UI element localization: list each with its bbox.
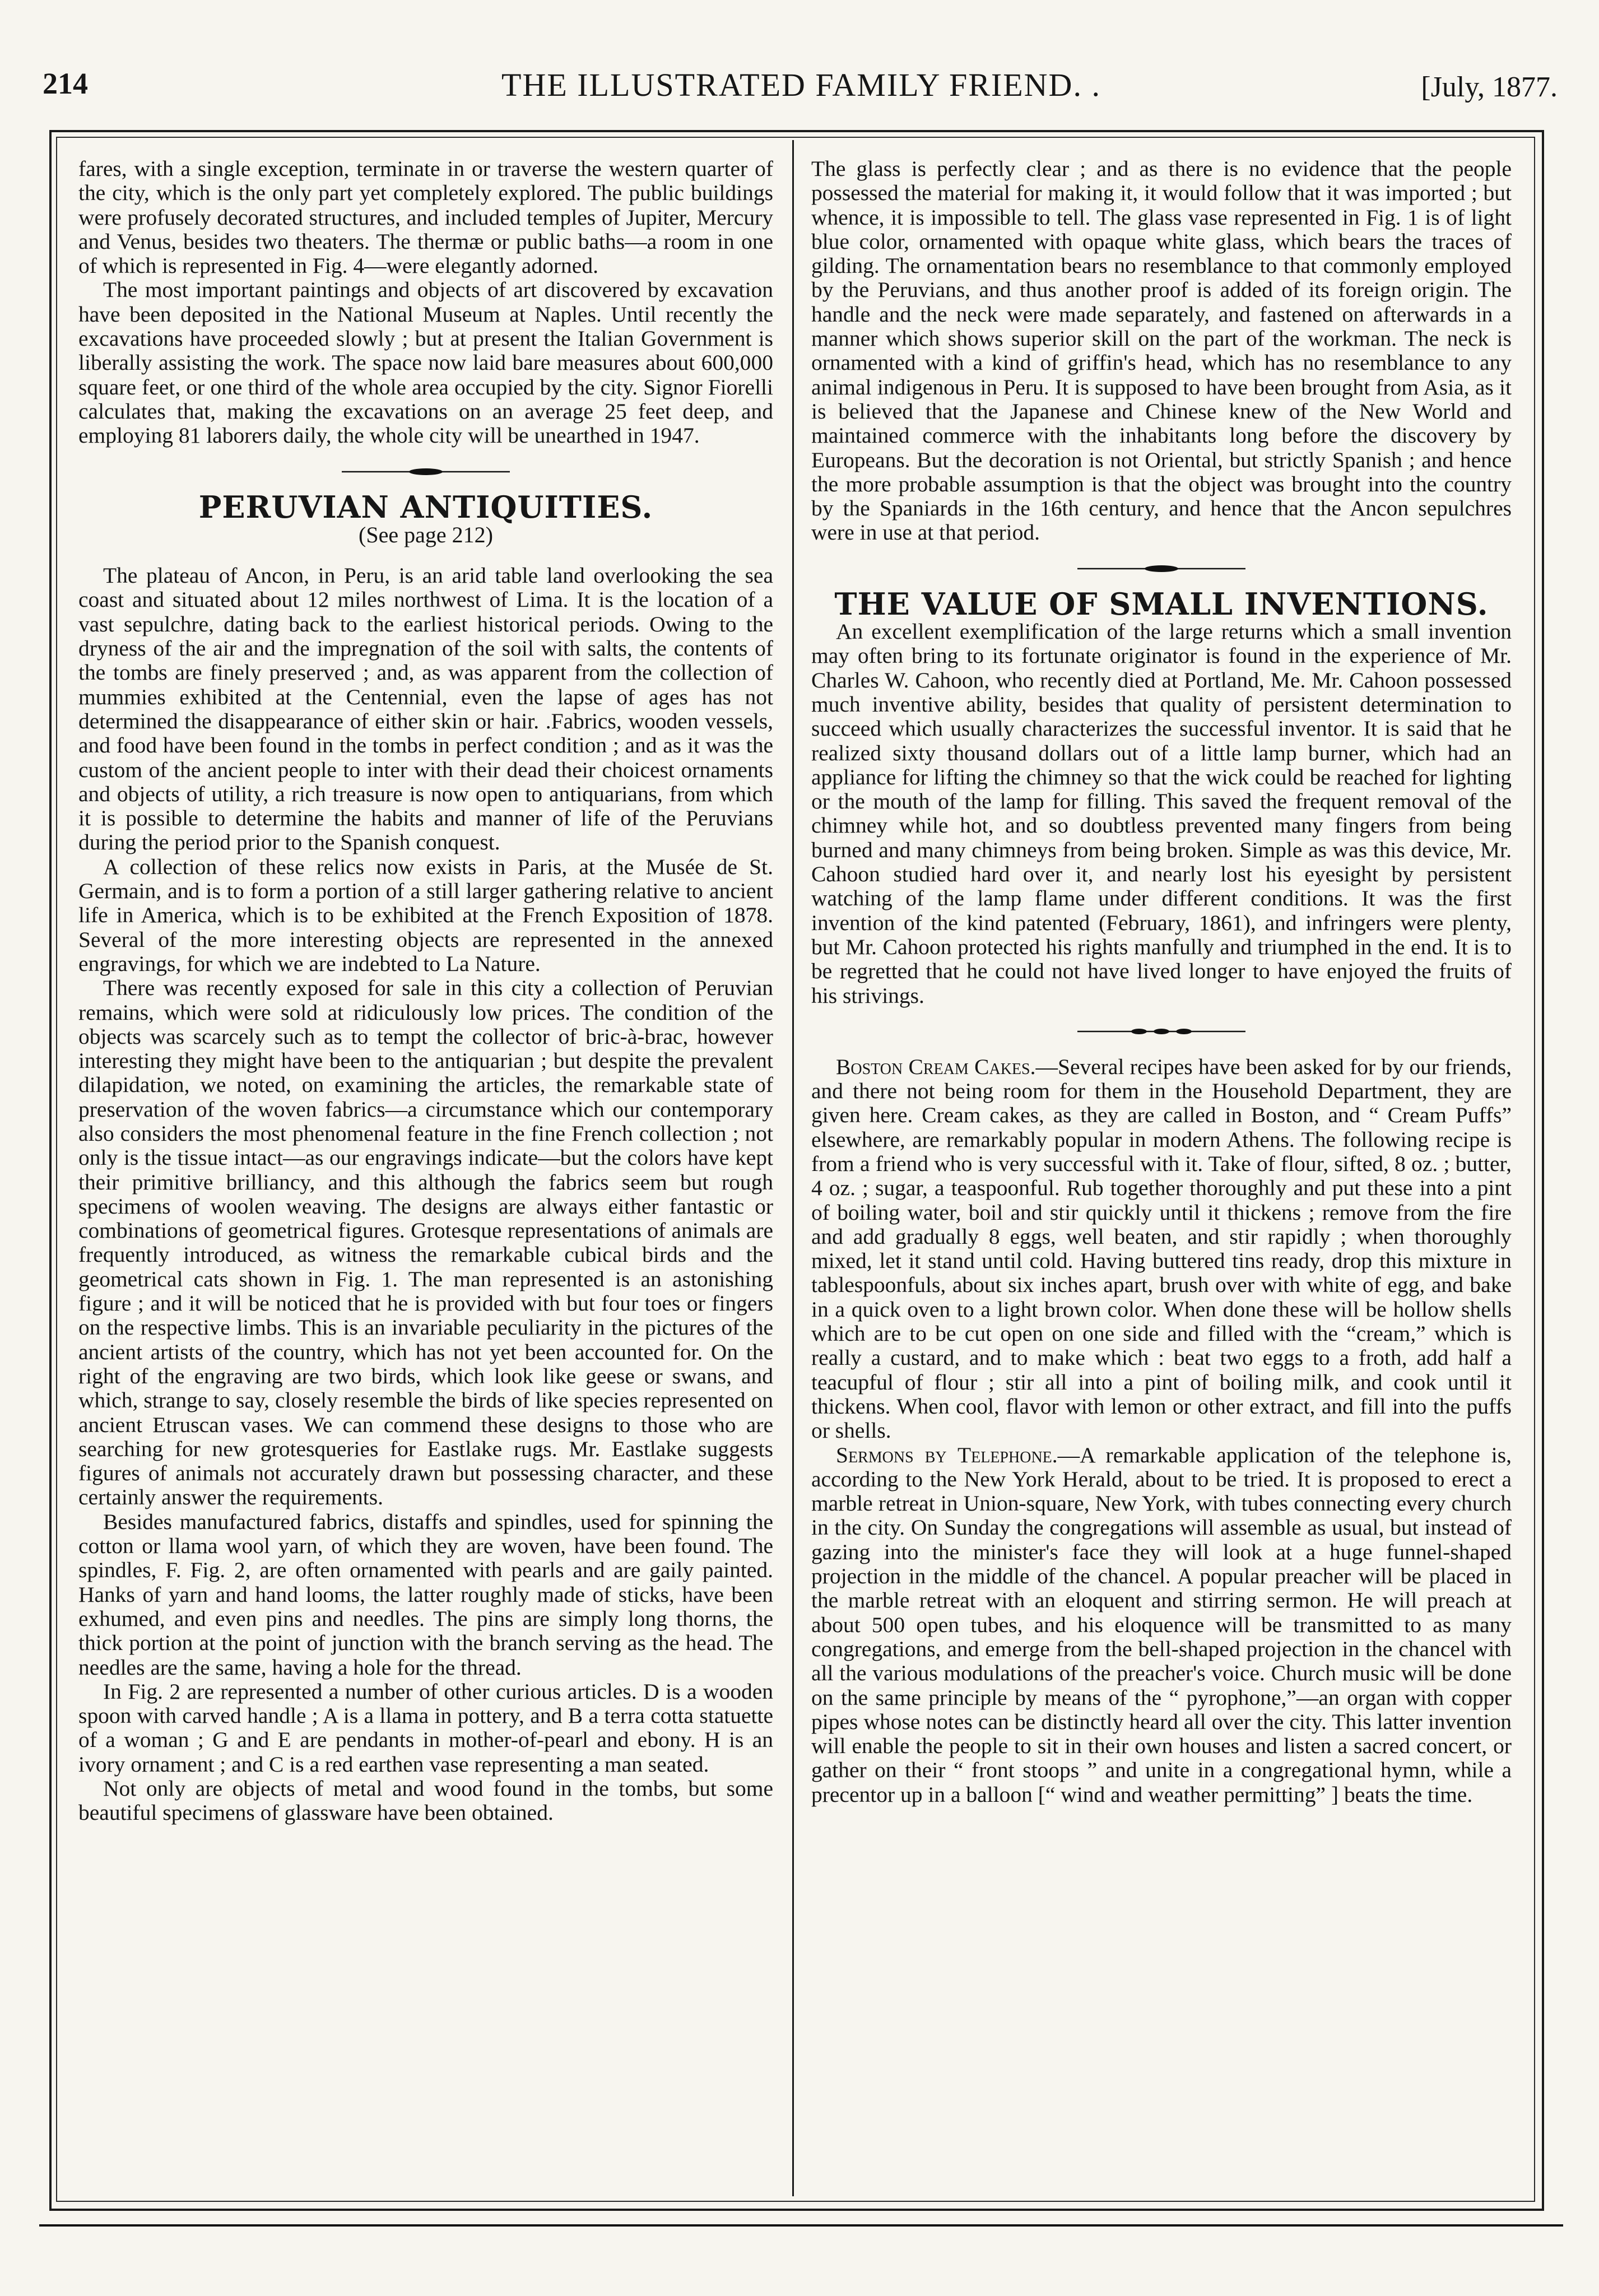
- article-heading: PERUVIAN ANTIQUITIES.: [198, 489, 653, 525]
- ornament-divider: [1077, 1027, 1245, 1036]
- paragraph: fares, with a single exception, terminate in or traverse the western quarter of the city, which is the only part yet completely explored. The public buildings were profusely decorated structures, and included temples of Jupiter, Mercury and Venus, besides two theaters. The thermæ or public baths—a room in one of which is represented in Fig. 4—were elegantly adorned.: [78, 157, 773, 278]
- article-heading: THE VALUE OF SMALL INVENTIONS.: [834, 585, 1489, 622]
- page-header: [39, 66, 1563, 117]
- paragraph: Not only are objects of metal and wood found in the tombs, but some beautiful specimens of glassware have been obtained.: [78, 1776, 773, 1825]
- bottom-rule: [39, 2224, 1563, 2227]
- recipe-title: Boston Cream Cakes.: [836, 1054, 1036, 1079]
- page-number: 214: [43, 67, 88, 100]
- paragraph: There was recently exposed for sale in this city a collection of Peruvian remains, which were sold at ridiculously low prices. The condition of the objects was scarcely such as to tempt the collector of bric-à-brac, however interesting they might have been to the antiquarian ; but despite the prevalent dilapidation, we noted, on examining the articles, the remarkable state of preservation of the woven fabrics—a circumstance which our contemporary also considers the most phenomenal feature in the fine French collection ; not only is the tissue intact—as our engravings indicate—but the colors have kept their primitive brilliancy, and this although the fabrics seem but rough specimens of woolen weaving. The designs are always either fantastic or combinations of geometrical figures. Grotesque representations of animals are frequently introduced, as witness the remarkable cubical birds and the geometrical cats shown in Fig. 1. The man represented is an astonishing figure ; and it will be noticed that he is provided with but four toes or fingers on the respective limbs. This is an invariable peculiarity in the pictures of the ancient artists of the country, which has not yet been accounted for. On the right of the engraving are two birds, which look like geese or swans, and which, strange to say, closely resemble the birds of like species represented on ancient Etruscan vases. We can commend these designs to those who are searching for new grotesqueries for Eastlake rugs. Mr. Eastlake suggests figures of animals not accurately drawn but possessing character, and these certainly answer the requirements.: [78, 975, 773, 1510]
- paragraph: In Fig. 2 are represented a number of other curious articles. D is a wooden spoon with carved handle ; A is a llama in pottery, and B a terra cotta statuette of a woman ; G and E are pendants in mother-of-pearl and ebony. H is an ivory ornament ; and C is a red earthen vase representing a man seated.: [78, 1679, 773, 1777]
- ornament-divider: [342, 467, 510, 476]
- running-title: THE ILLUSTRATED FAMILY FRIEND. .: [501, 67, 1101, 103]
- issue-date: [July, 1877.: [1421, 71, 1558, 103]
- news-paragraph: [811, 1443, 1512, 1807]
- column-divider: [792, 140, 794, 2196]
- paragraph: The plateau of Ancon, in Peru, is an arid table land overlooking the sea coast and situated about 12 miles northwest of Lima. It is the location of a vast sepulchre, dating back to the earliest historical periods. Owing to the dryness of the air and the impregnation of the soil with salts, the contents of the tombs are finely preserved ; and, as was apparent from the collection of mummies exhibited at the Centennial, even the lapse of ages has not determined the disappearance of either skin or hair. .Fabrics, wooden vessels, and food have been found in the tombs in perfect condition ; and as it was the custom of the ancient people to inter with their dead their choicest ornaments and objects of utility, a rich treasure is now open to antiquarians, from which it is possible to determine the habits and manner of life of the Peruvians during the period prior to the Spanish conquest.: [78, 563, 773, 855]
- right-column: [811, 157, 1512, 2191]
- ornament-divider: [1077, 564, 1245, 573]
- article-subheading: (See page 212): [359, 522, 493, 547]
- paragraph: A collection of these relics now exists in Paris, at the Musée de St. Germain, and is to form a portion of a still larger gathering relative to ancient life in America, which is to be exhibited at the French Exposition of 1878. Several of the more interesting objects are represented in the annexed engravings, for which we are indebted to La Nature.: [78, 854, 773, 976]
- paragraph: An excellent exemplification of the large returns which a small invention may often bring to its fortunate originator is found in the experience of Mr. Charles W. Cahoon, who recently died at Portland, Me. Mr. Cahoon possessed much inventive ability, besides that quality of persistent determination to succeed which usually characterizes the successful inventor. It is said that he realized sixty thousand dollars out of a little lamp burner, which had an appliance for lifting the chimney so that the wick could be reached for lighting or the mouth of the lamp for filling. This saved the frequent removal of the chimney while hot, and so doubtless prevented many fingers from being burned and many chimneys from being broken. Simple as was this device, Mr. Cahoon studied hard over it, and nearly lost his eyesight by persistent watching of the lamp flame under different conditions. It was the first invention of the kind patented (February, 1861), and infringers were plenty, but Mr. Cahoon protected his rights manfully and triumphed in the end. It is to be regretted that he could not have lived longer to have enjoyed the fruits of his strivings.: [811, 619, 1512, 1008]
- paragraph: Besides manufactured fabrics, distaffs and spindles, used for spinning the cotton or llama wool yarn, of which they are woven, have been found. The spindles, F. Fig. 2, are often ornamented with pearls and are gaily painted. Hanks of yarn and hand looms, the latter roughly made of sticks, have been exhumed, and even pins and needles. The pins are simply long thorns, the thick portion at the point of junction with the branch serving as the head. The needles are the same, having a hole for the thread.: [78, 1509, 773, 1680]
- paragraph: The glass is perfectly clear ; and as there is no evidence that the people possessed the material for making it, it would follow that it was imported ; but whence, it is impossible to tell. The glass vase represented in Fig. 1 is of light blue color, ornamented with opaque white glass, which bears the traces of gilding. The ornamentation bears no resemblance to that commonly employed by the Peruvians, and thus another proof is added of its foreign origin. The handle and the neck were made separately, and fastened on afterwards in a manner which shows superior skill on the part of the workman. The neck is ornamented with a kind of griffin's head, which has no resemblance to any animal indigenous in Peru. It is supposed to have been brought from Asia, as it is believed that the Japanese and Chinese knew of the New World and maintained commerce with the inhabitants long before the discovery by Europeans. But the decoration is not Oriental, but strictly Spanish ; and hence the more probable assumption is that the object was brought into the country by the Spaniards in the 16th century, and hence that the Ancon sepulchres were in use at that period.: [811, 157, 1512, 545]
- left-column: [78, 157, 773, 2191]
- paragraph: The most important paintings and objects of art discovered by excavation have been deposited in the National Museum at Naples. Until recently the excavations have proceeded slowly ; but at present the Italian Government is liberally assisting the work. The space now laid bare measures about 600,000 square feet, or one third of the whole area occupied by the city. Signor Fiorelli calculates that, making the excavations on an average 25 feet deep, and employing 81 laborers daily, the whole city will be unearthed in 1947.: [78, 277, 773, 448]
- news-text: —A remarkable application of the telephone is, according to the New York Herald, about to be tried. It is proposed to erect a marble retreat in Union-square, New York, with tubes connecting every church in the city. On Sunday the congregations will assemble as usual, but instead of gazing into the minister's face they will look at a huge funnel-shaped projection in the middle of the chancel. A popular preacher will be placed in the marble retreat with an eloquent and stirring sermon. He will preach at about 500 open tubes, and his eloquence will be transmitted to as many congregations, and emerge from the bell-shaped projection in the chancel with all the various modulations of the preacher's voice. Church music will be done on the same principle by means of the “ pyrophone,”—an organ with copper pipes whose notes can be distinctly heard all over the city. This latter invention will enable the people to sit in their own houses and listen a sacred concert, or gather on their “ front stoops ” and unite in a congregational hymn, while a precentor up in a balloon [“ wind and weather permitting” ] beats the time.: [811, 1442, 1512, 1807]
- recipe-paragraph: [811, 1055, 1512, 1443]
- recipe-text: —Several recipes have been asked for by our friends, and there not being room for them in the Household Department, they are given here. Cream cakes, as they are called in Boston, and “ Cream Puffs” elsewhere, are remarkably popular in modern Athens. The following recipe is from a friend who is very successful with it. Take of flour, sifted, 8 oz. ; butter, 4 oz. ; sugar, a teaspoonful. Rub together thoroughly and put these into a pint of boiling water, boil and stir quickly until it thickens ; remove from the fire and add gradually 8 eggs, well beaten, and stir rapidly ; when thoroughly mixed, let it stand until cold. Having buttered tins ready, drop this mixture in tablespoonfuls, about six inches apart, brush over with white of egg, and bake in a quick oven to a light brown color. When done these will be hollow shells which are to be cut open on one side and filled with the “cream,” which is really a custard, and to make which : beat two eggs to a froth, add half a teacupful of flour ; stir all into a pint of boiling milk, and cook until it thickens. When cool, flavor with lemon or other extract, and fill into the puffs or shells.: [811, 1054, 1512, 1443]
- news-title: Sermons by Telephone.: [836, 1442, 1058, 1467]
